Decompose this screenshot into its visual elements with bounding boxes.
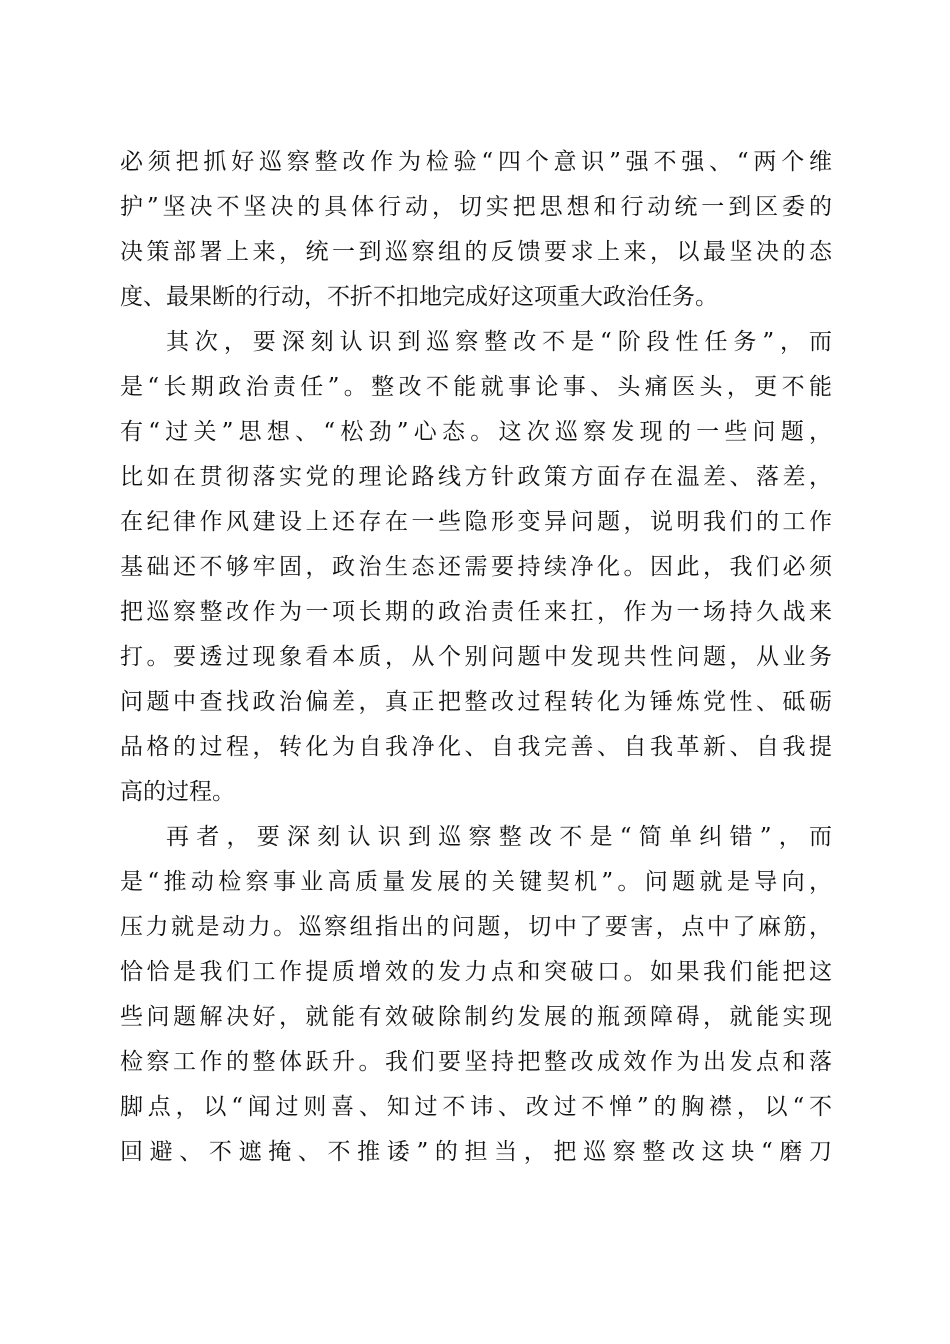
text-line: 些问题解决好，就能有效破除制约发展的瓶颈障碍，就能实现 — [120, 1004, 832, 1030]
body-text — [120, 140, 832, 1175]
text-line: 度、最果断的行动，不折不扣地完成好这项重大政治任务。 — [120, 284, 718, 310]
text-line: 高的过程。 — [120, 779, 235, 805]
text-line: 恰恰是我们工作提质增效的发力点和突破口。如果我们能把这 — [120, 959, 832, 985]
text-line: 决策部署上来，统一到巡察组的反馈要求上来，以最坚决的态 — [120, 239, 832, 265]
text-line: 必须把抓好巡察整改作为检验“四个意识”强不强、“两个维 — [120, 149, 832, 175]
text-line: 打。要透过现象看本质，从个别问题中发现共性问题，从业务 — [120, 644, 832, 670]
text-line: 是“长期政治责任”。整改不能就事论事、头痛医头，更不能 — [120, 374, 832, 400]
text-line: 在纪律作风建设上还存在一些隐形变异问题，说明我们的工作 — [120, 509, 832, 535]
text-line: 回避、不遮掩、不推诿”的担当，把巡察整改这块“磨刀 — [120, 1139, 832, 1165]
text-line: 品格的过程，转化为自我净化、自我完善、自我革新、自我提 — [120, 734, 832, 760]
text-line: 护”坚决不坚决的具体行动，切实把思想和行动统一到区委的 — [120, 194, 832, 220]
text-line: 比如在贯彻落实党的理论路线方针政策方面存在温差、落差， — [120, 464, 832, 490]
text-line: 检察工作的整体跃升。我们要坚持把整改成效作为出发点和落 — [120, 1049, 832, 1075]
text-line: 问题中查找政治偏差，真正把整改过程转化为锤炼党性、砥砺 — [120, 689, 832, 715]
text-line: 基础还不够牢固，政治生态还需要持续净化。因此，我们必须 — [120, 554, 832, 580]
paragraph-start-line: 其次，要深刻认识到巡察整改不是“阶段性任务”，而 — [166, 329, 832, 355]
text-line: 脚点，以“闻过则喜、知过不讳、改过不惮”的胸襟，以“不 — [120, 1094, 832, 1120]
text-line: 把巡察整改作为一项长期的政治责任来扛，作为一场持久战来 — [120, 599, 832, 625]
text-line: 是“推动检察事业高质量发展的关键契机”。问题就是导向， — [120, 869, 832, 895]
text-line: 压力就是动力。巡察组指出的问题，切中了要害，点中了麻筋， — [120, 914, 832, 940]
text-line: 有“过关”思想、“松劲”心态。这次巡察发现的一些问题， — [120, 419, 832, 445]
paragraph-start-line: 再者，要深刻认识到巡察整改不是“简单纠错”，而 — [166, 824, 832, 850]
